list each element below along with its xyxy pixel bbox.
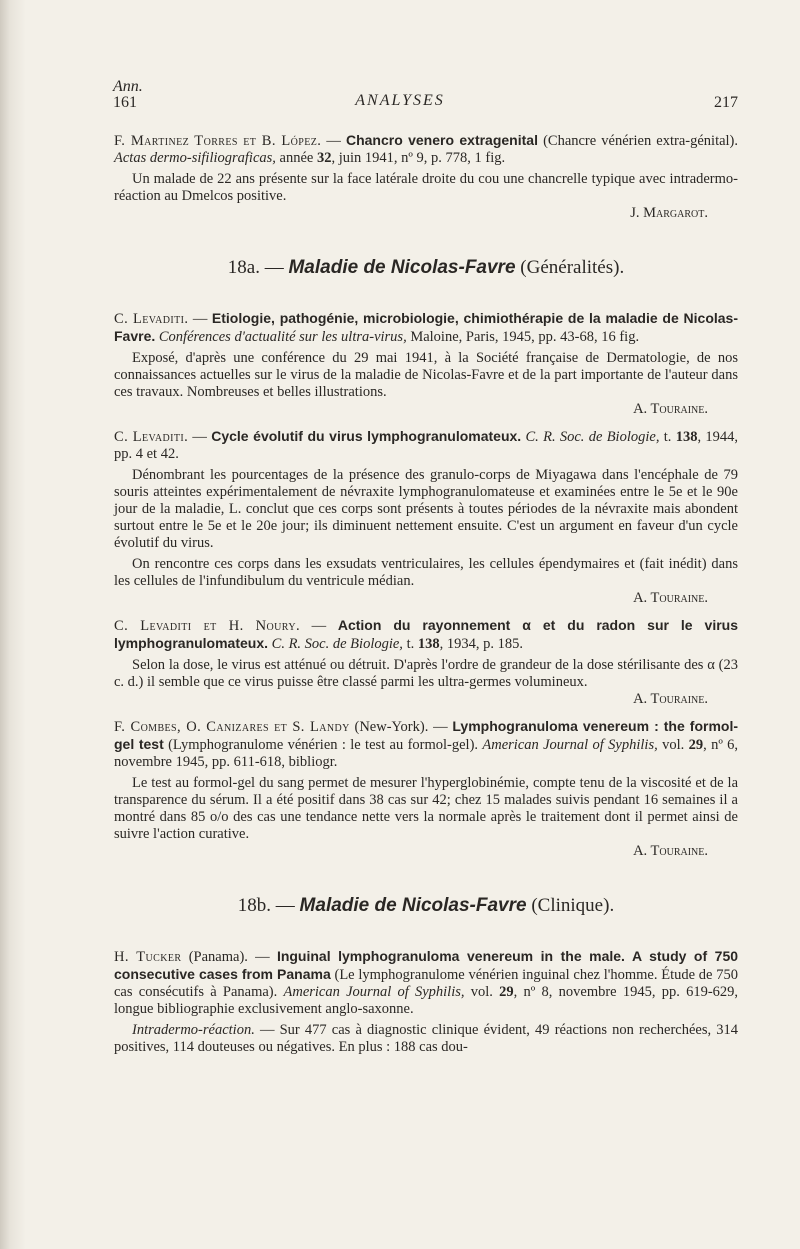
translation: (Lymphogranulome vénérien : le test au formol-gel). xyxy=(168,737,479,753)
volume: 29 xyxy=(499,984,514,1000)
pub-prefix: année xyxy=(279,150,314,166)
abstract: Exposé, d'après une conférence du 29 mai 1941, à la Société française de Dermatologie, de nos connaissances actuelles sur le virus de la maladie de Nicolas-Favre et de la part importante de l'auteur dans ces travaux. Nombreuses et belles illustrations. xyxy=(114,350,738,400)
authors: F. Combes, O. Canizares et S. Landy xyxy=(114,719,350,735)
abstract: Le test au formol-gel du sang permet de mesurer l'hyperglobinémie, compte tenu de la viscosité et de la transparence du sérum. Il a été positif dans 38 cas sur 42; chez 15 malades suivis pendant 16 semaines il a montré dans 85 o/o des cas une tendance nette vers la normale après le traitement dont il permet ainsi de suivre l'action curative. xyxy=(114,775,738,842)
journal: American Journal of Syphilis, xyxy=(482,737,658,753)
abstract: Dénombrant les pourcentages de la présence des granulo-corps de Miyagawa dans l'encéphale de 79 souris atteintes expérimentalement de névraxite lymphogranulomateuse et examinées entre le 5e et le 90e jour de la maladie, L. conclut que ces corps sont présents à toutes périodes de la névraxite mais abondent surtout entre le 5e et le 20e jour; ils diminuent nettement ensuite. C'est un argument en faveur d'un cycle évolutif du virus. xyxy=(114,467,738,551)
volume: 29 xyxy=(688,737,704,753)
section-number: 18b. xyxy=(237,895,272,916)
signature: A. Touraine. xyxy=(633,590,708,606)
header-ann: Ann. xyxy=(113,78,143,95)
pub-prefix: vol. xyxy=(662,737,685,753)
authors: C. Levaditi et H. Noury. xyxy=(114,618,300,634)
abstract-lead: Intradermo-réaction. xyxy=(132,1022,255,1038)
signature: J. Margarot. xyxy=(630,205,708,221)
article-title: Inguinal lymphogranuloma venereum in the male. A study of 750 consecutive cases from Panama xyxy=(114,948,739,982)
section-heading-18b: 18b. — Maladie de Nicolas-Favre (Clinique). xyxy=(237,895,615,916)
entry xyxy=(114,718,738,860)
signature: A. Touraine. xyxy=(633,401,708,417)
author-location: (Panama). xyxy=(188,949,248,965)
journal: Actas dermo-sifiliograficas, xyxy=(114,150,276,166)
journal: C. R. Soc. de Biologie, xyxy=(525,429,660,445)
abstract: Selon la dose, le virus est atténué ou détruit. D'après l'ordre de grandeur de la dose stérilisante des α (23 c. d.) il semble que ce virus puisse être classé parmi les ultra-germes volumineux. xyxy=(114,657,738,690)
authors: F. Martinez Torres et B. López. xyxy=(114,133,322,149)
pub-prefix: vol. xyxy=(470,984,493,1000)
pub-details: , 1934, p. 185. xyxy=(439,636,523,652)
abstract: Un malade de 22 ans présente sur la face latérale droite du cou une chancrelle typique avec intradermo-réaction au Dmelcos positive. xyxy=(114,171,738,204)
signature: A. Touraine. xyxy=(633,691,708,707)
translation: (Chancre vénérien extra-génital). xyxy=(543,133,739,149)
journal: C. R. Soc. de Biologie, xyxy=(271,636,403,652)
pub-details: , 1944, pp. 4 et 42. xyxy=(114,429,739,462)
abstract-continued: On rencontre ces corps dans les exsudats ventriculaires, les cellules épendymaires et (fait inédit) dans les cellules de l'infundibulum du ventricule médian. xyxy=(114,556,738,589)
citation: C. Levaditi et H. Noury. — Action du rayonnement α et du radon sur le virus lymphogranulomateux. C. R. Soc. de Biologie, t. 138, 1934, p. 185. xyxy=(114,617,739,652)
journal: American Journal of Syphilis, xyxy=(283,984,465,1000)
section-subtitle: (Clinique). xyxy=(531,895,615,916)
entry xyxy=(114,617,738,708)
citation: F. Martinez Torres et B. López. — Chancro venero extragenital (Chancre vénérien extra-génital). Actas dermo-sifiliograficas, année 32, juin 1941, nº 9, p. 778, 1 fig. xyxy=(114,132,739,166)
signature: A. Touraine. xyxy=(633,843,708,859)
abstract xyxy=(114,1022,738,1056)
pub-prefix: t. xyxy=(663,429,672,445)
pub-details: Maloine, Paris, 1945, pp. 43-68, 16 fig. xyxy=(410,329,640,345)
entry xyxy=(114,948,738,1056)
article-title: Cycle évolutif du virus lymphogranulomateux. xyxy=(211,428,522,444)
page-number: 217 xyxy=(714,94,738,111)
authors: H. Tucker xyxy=(114,949,182,965)
article-title: Etiologie, pathogénie, microbiologie, chimiothérapie de la maladie de Nicolas-Favre. xyxy=(114,310,738,344)
citation: F. Combes, O. Canizares et S. Landy (New-York). — Lymphogranuloma venereum : the formol-gel test (Lymphogranulome vénérien : le test au formol-gel). American Journal of Syphilis, vol. 29, nº 6, novembre 1945, pp. 611-618, bibliogr. xyxy=(114,718,739,770)
entry xyxy=(114,132,738,222)
author-location: (New-York). xyxy=(354,719,429,735)
authors: C. Levaditi. xyxy=(114,311,189,327)
article-title: Lymphogranuloma venereum : the formol-gel test xyxy=(114,718,738,752)
entry xyxy=(114,428,738,607)
section-title: Maladie de Nicolas-Favre xyxy=(299,895,527,916)
pub-details: , juin 1941, nº 9, p. 778, 1 fig. xyxy=(331,150,506,166)
authors: C. Levaditi. xyxy=(114,429,189,445)
section-heading-18a: 18a. — Maladie de Nicolas-Favre (Généralités). xyxy=(227,257,625,278)
volume: 138 xyxy=(675,429,698,445)
abstract-text: — Sur 477 cas à diagnostic clinique évident, 49 réactions non recherchées, 314 positives, 114 douteuses ou négatives. En plus : 188 cas dou- xyxy=(114,1022,738,1055)
pub-details: , nº 8, novembre 1945, pp. 619-629, longue bibliographie exclusivement anglo-saxonne. xyxy=(114,984,739,1017)
citation: C. Levaditi. — Etiologie, pathogénie, microbiologie, chimiothérapie de la maladie de Nicolas-Favre. Conférences d'actualité sur les ultra-virus, Maloine, Paris, 1945, pp. 43-68, 16 fig. xyxy=(114,310,738,345)
article-title: Chancro venero extragenital xyxy=(345,132,538,148)
volume: 32 xyxy=(316,150,332,166)
article-title: Action du rayonnement α et du radon sur le virus lymphogranulomateux. xyxy=(114,617,739,651)
citation: C. Levaditi. — Cycle évolutif du virus lymphogranulomateux. C. R. Soc. de Biologie, t. 138, 1944, pp. 4 et 42. xyxy=(114,428,739,462)
pub-details: , nº 6, novembre 1945, pp. 611-618, bibliogr. xyxy=(114,737,739,770)
content xyxy=(114,132,738,1066)
section-number: 18a. xyxy=(227,257,260,278)
volume: 138 xyxy=(417,636,440,652)
header-volume: 161 xyxy=(113,94,137,111)
section-title: Maladie de Nicolas-Favre xyxy=(288,257,516,278)
journal: Conférences d'actualité sur les ultra-virus, xyxy=(158,329,407,345)
entry xyxy=(114,310,738,418)
section-subtitle: (Généralités). xyxy=(520,257,625,278)
translation: (Le lymphogranulome vénérien inguinal chez l'homme. Étude de 750 cas consécutifs à Panama). xyxy=(114,967,738,1000)
pub-prefix: t. xyxy=(406,636,415,652)
header-title: ANALYSES xyxy=(355,92,445,109)
citation: H. Tucker (Panama). — Inguinal lymphogranuloma venereum in the male. A study of 750 consecutive cases from Panama (Le lymphogranulome vénérien inguinal chez l'homme. Étude de 750 cas consécutifs à Panama). American Journal of Syphilis, vol. 29, nº 8, novembre 1945, pp. 619-629, longue bibliographie exclusivement anglo-saxonne. xyxy=(114,948,739,1017)
